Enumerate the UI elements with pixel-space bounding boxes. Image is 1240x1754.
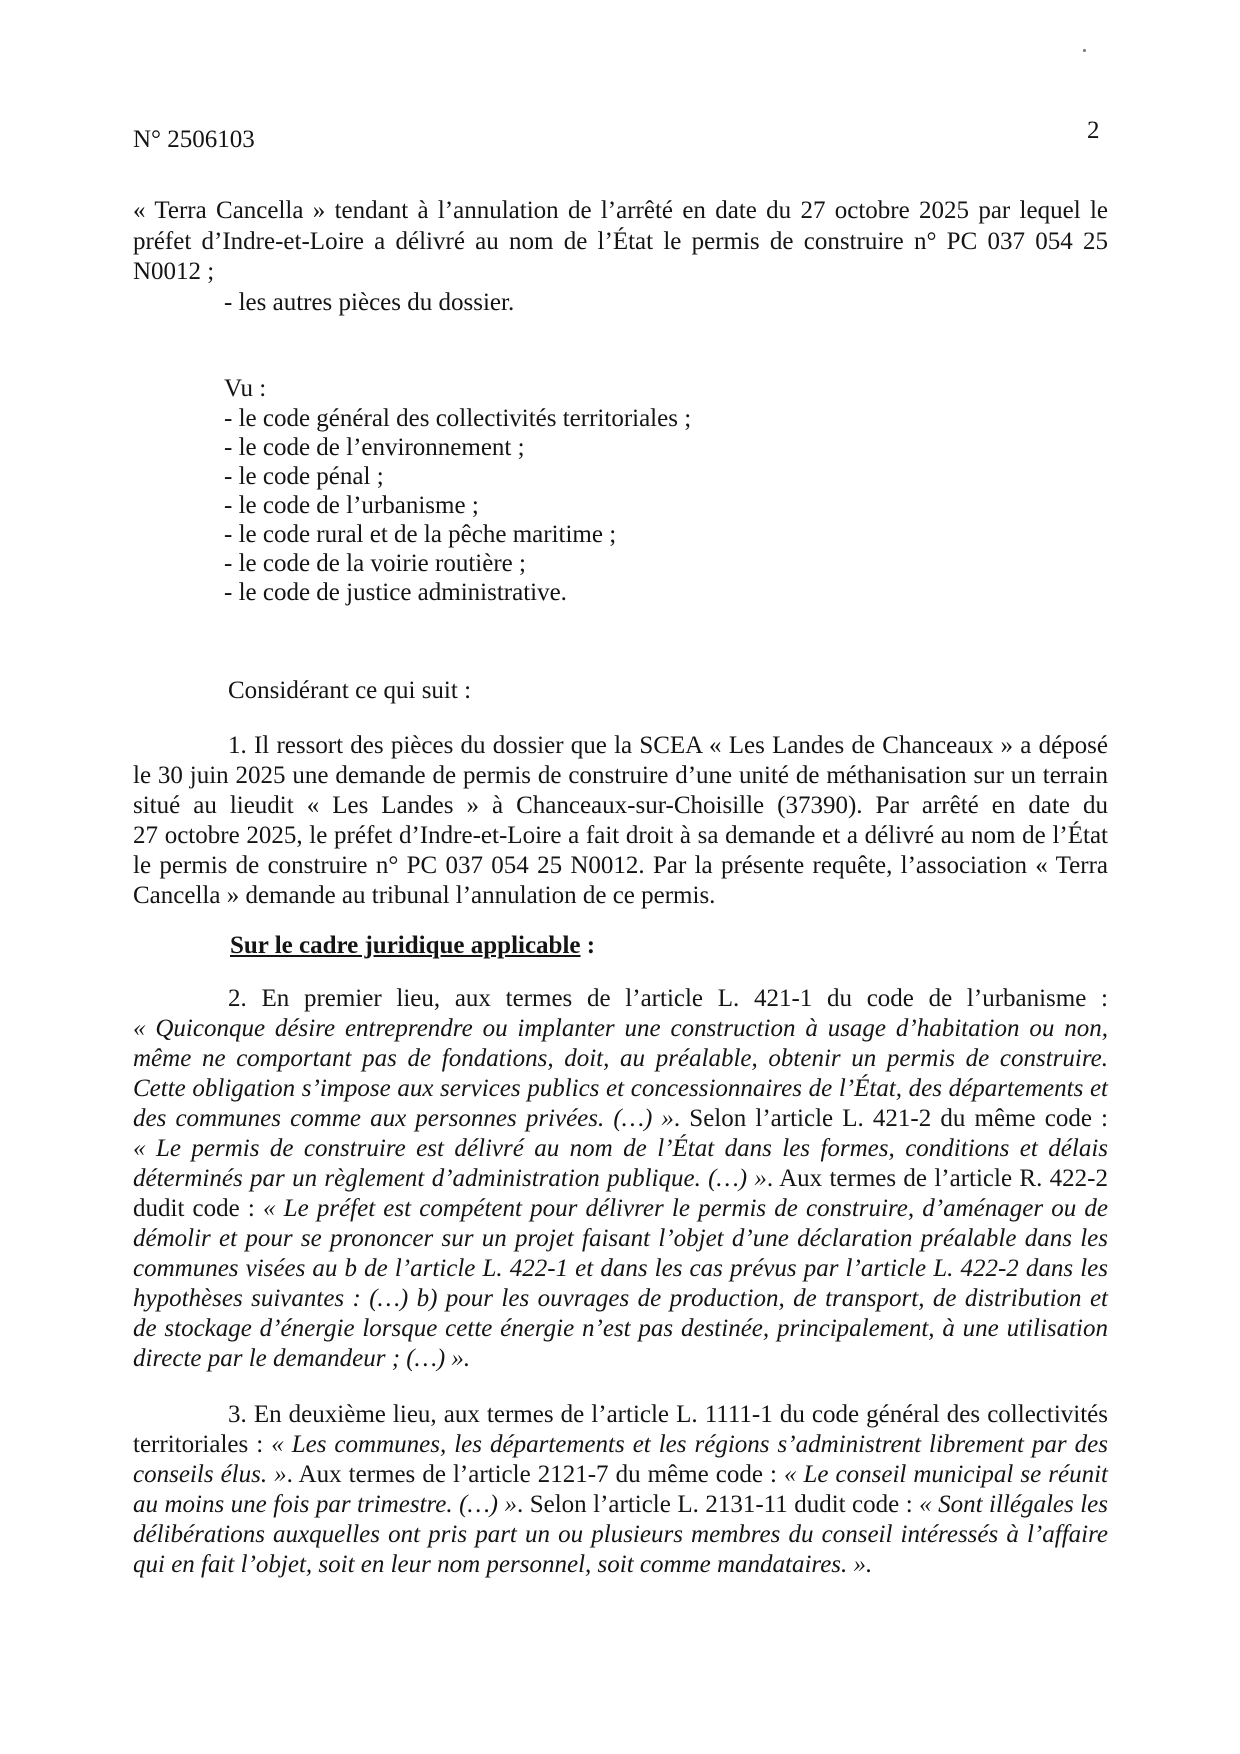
intro-line: préfet d’Indre-et-Loire a délivré au nom de l’État le permis de construire n° PC 037 054 25 [133, 228, 1108, 255]
para3-line [133, 1490, 1108, 1520]
para2-line [133, 1164, 1108, 1194]
quote-text: « Le préfet est compétent pour délivrer le permis de construire, d’aménager ou de [263, 1195, 1108, 1222]
vu-item: - le code de la voirie routière ; [224, 550, 526, 577]
para2-line: « Quiconque désire entreprendre ou implanter une construction à usage d’habitation ou non, [133, 1015, 1108, 1042]
para2-line [133, 1104, 1108, 1134]
para1-line: Cancella » demande au tribunal l’annulation de ce permis. [133, 882, 716, 909]
para2-line: démolir et pour se prononcer sur un projet faisant l’objet d’une déclaration préalable dans les [133, 1225, 1108, 1252]
section-heading-suffix: : [580, 932, 596, 959]
quote-text: « Sont illégales les [919, 1491, 1109, 1518]
para2-line: directe par le demandeur ; (…) ». [133, 1345, 471, 1372]
quote-text: déterminés par un règlement d’administration publique. (…) » [133, 1165, 767, 1192]
para1-line: 27 octobre 2025, le préfet d’Indre-et-Loire a fait droit à sa demande et a délivré au nom de l’État [133, 822, 1108, 849]
para1-line: situé au lieudit « Les Landes » à Chanceaux-sur-Choisille (37390). Par arrêté en date du [133, 792, 1108, 819]
quote-text: des communes comme aux personnes privées. (…) » [133, 1105, 674, 1132]
plain-text: . Aux termes de l’article 2121-7 du même code : [286, 1461, 784, 1488]
para2-line: « Le permis de construire est délivré au nom de l’État dans les formes, conditions et délais [133, 1135, 1108, 1162]
section-heading [230, 931, 595, 961]
para3-line: délibérations auxquelles ont pris part un ou plusieurs membres du conseil intéressés à l’affaire [133, 1521, 1108, 1548]
para3-line [133, 1460, 1108, 1490]
para2-line: hypothèses suivantes : (…) b) pour les ouvrages de production, de transport, de distribution et [133, 1285, 1108, 1312]
para2-line: de stockage d’énergie lorsque cette énergie n’est pas destinée, principalement, à une utilisation [133, 1315, 1108, 1342]
quote-text: « Le conseil municipal se réunit [783, 1461, 1108, 1488]
vu-item: - le code rural et de la pêche maritime ; [224, 521, 617, 548]
plain-text: dudit code : [133, 1195, 264, 1222]
vu-item: - le code pénal ; [224, 463, 384, 490]
para1-line: le permis de construire n° PC 037 054 25 N0012. Par la présente requête, l’association « Terra [133, 852, 1108, 879]
para3-line: 3. En deuxième lieu, aux termes de l’article L. 1111-1 du code général des collectivités [228, 1401, 1108, 1428]
quote-text: conseils élus. » [133, 1461, 287, 1488]
plain-text: . Aux termes de l’article R. 422-2 [766, 1165, 1108, 1192]
para2-line: Cette obligation s’impose aux services publics et concessionnaires de l’État, des départements et [133, 1075, 1108, 1102]
para1-line: le 30 juin 2025 une demande de permis de construire d’une unité de méthanisation sur un terrain [133, 762, 1108, 789]
para3-line [133, 1430, 1108, 1460]
plain-text: territoriales : [133, 1431, 272, 1458]
page-number: 2 [1087, 117, 1100, 144]
vu-item: - le code de l’urbanisme ; [224, 492, 479, 519]
para1-line: 1. Il ressort des pièces du dossier que la SCEA « Les Landes de Chanceaux » a déposé [228, 732, 1108, 759]
scan-speck [1083, 49, 1086, 52]
quote-text: « Les communes, les départements et les régions s’administrent librement par des [271, 1431, 1108, 1458]
vu-item: - le code de l’environnement ; [224, 434, 525, 461]
case-number: N° 2506103 [133, 126, 255, 153]
section-heading-text: Sur le cadre juridique applicable [230, 932, 581, 959]
intro-line: « Terra Cancella » tendant à l’annulation de l’arrêté en date du 27 octobre 2025 par lequel le [133, 197, 1108, 224]
plain-text: . Selon l’article L. 2131-11 dudit code : [516, 1491, 920, 1518]
quote-text: au moins une fois par trimestre. (…) » [133, 1491, 517, 1518]
intro-line: N0012 ; [133, 258, 215, 285]
plain-text: . Selon l’article L. 421-2 du même code : [673, 1105, 1108, 1132]
para3-line: qui en fait l’objet, soit en leur nom personnel, soit comme mandataires. ». [133, 1551, 873, 1578]
vu-item: - le code général des collectivités territoriales ; [224, 405, 692, 432]
vu-label: Vu : [224, 375, 267, 402]
considerant-heading: Considérant ce qui suit : [228, 677, 472, 704]
para2-line: même ne comportant pas de fondations, doit, au préalable, obtenir un permis de construire. [133, 1045, 1108, 1072]
para2-line [133, 1194, 1108, 1224]
intro-other-documents: - les autres pièces du dossier. [224, 289, 515, 316]
para2-line: 2. En premier lieu, aux termes de l’article L. 421-1 du code de l’urbanisme : [228, 985, 1108, 1012]
vu-item: - le code de justice administrative. [224, 579, 567, 606]
para2-line: communes visées au b de l’article L. 422-1 et dans les cas prévus par l’article L. 422-2 dans les [133, 1255, 1108, 1282]
